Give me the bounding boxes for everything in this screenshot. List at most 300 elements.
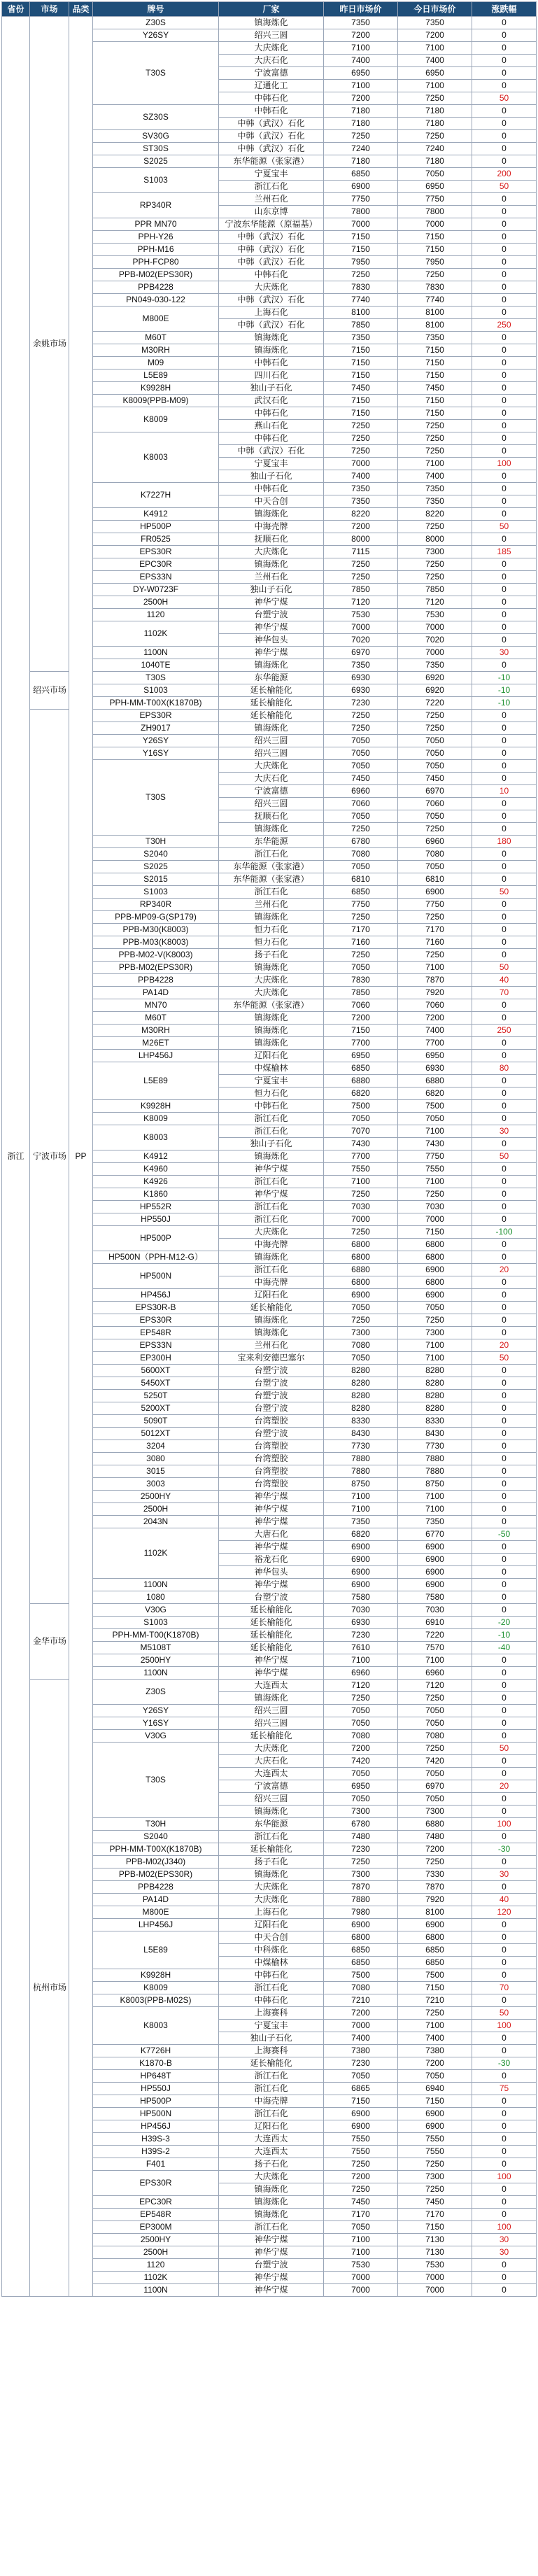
maker-cell: 大连西太 — [219, 1680, 324, 1692]
prev-price-cell: 6820 — [324, 1088, 398, 1100]
change-cell: 0 — [472, 1919, 537, 1931]
grade-cell: K8003 — [93, 1125, 219, 1150]
today-price-cell: 7430 — [398, 1138, 472, 1150]
change-cell: 0 — [472, 357, 537, 369]
category-cell: PP — [69, 17, 93, 2297]
change-cell: 0 — [472, 596, 537, 609]
grade-cell: L5E89 — [93, 1062, 219, 1100]
prev-price-cell: 6900 — [324, 1566, 398, 1579]
market-cell: 金华市场 — [30, 1604, 69, 1680]
maker-cell: 神华宁煤 — [219, 596, 324, 609]
today-price-cell: 6850 — [398, 1957, 472, 1969]
change-cell: 0 — [472, 1931, 537, 1944]
prev-price-cell: 6900 — [324, 1579, 398, 1591]
maker-cell: 东华能源（张家港） — [219, 873, 324, 886]
maker-cell: 延长榆能化 — [219, 1629, 324, 1642]
change-cell: -50 — [472, 1528, 537, 1541]
maker-cell: 延长榆能化 — [219, 1843, 324, 1856]
grade-cell: K8003 — [93, 432, 219, 483]
maker-cell: 中韩（武汉）石化 — [219, 445, 324, 458]
change-cell: 0 — [472, 861, 537, 873]
change-cell: 0 — [472, 1692, 537, 1705]
maker-cell: 中韩石化 — [219, 407, 324, 420]
prev-price-cell: 6850 — [324, 1944, 398, 1957]
today-price-cell: 6880 — [398, 1818, 472, 1831]
maker-cell: 东华能源 — [219, 672, 324, 684]
today-price-cell: 7000 — [398, 621, 472, 634]
maker-cell: 延长榆能化 — [219, 1302, 324, 1314]
prev-price-cell: 7180 — [324, 105, 398, 118]
grade-cell: M26ET — [93, 1037, 219, 1050]
maker-cell: 浙江石化 — [219, 1125, 324, 1138]
grade-cell: HP550J — [93, 2083, 219, 2095]
grade-cell: 2500HY — [93, 1654, 219, 1667]
change-cell: 0 — [472, 584, 537, 596]
grade-cell: M60T — [93, 1012, 219, 1025]
grade-cell: K8009(PPB-M09) — [93, 395, 219, 407]
header-row — [2, 2, 537, 17]
maker-cell: 浙江石化 — [219, 2108, 324, 2120]
prev-price-cell: 7350 — [324, 17, 398, 29]
change-cell: 0 — [472, 2045, 537, 2057]
grade-cell: MN70 — [93, 999, 219, 1012]
prev-price-cell: 6850 — [324, 168, 398, 181]
change-cell: 0 — [472, 495, 537, 508]
prev-price-cell: 7200 — [324, 92, 398, 105]
change-cell: 0 — [472, 1415, 537, 1428]
prev-price-cell: 7610 — [324, 1642, 398, 1654]
header-category: 品类 — [69, 2, 93, 17]
prev-price-cell: 7400 — [324, 2032, 398, 2045]
maker-cell: 中韩石化 — [219, 105, 324, 118]
grade-cell: S1003 — [93, 886, 219, 899]
maker-cell: 延长榆能化 — [219, 684, 324, 697]
grade-cell: EPS30R — [93, 1314, 219, 1327]
prev-price-cell: 7250 — [324, 2183, 398, 2196]
maker-cell: 台塑宁波 — [219, 1365, 324, 1377]
maker-cell: 独山子石化 — [219, 2032, 324, 2045]
change-cell: 0 — [472, 155, 537, 168]
today-price-cell: 7750 — [398, 193, 472, 206]
today-price-cell: 7500 — [398, 1100, 472, 1113]
grade-cell: 1120 — [93, 609, 219, 621]
maker-cell: 浙江石化 — [219, 1201, 324, 1213]
today-price-cell: 6900 — [398, 1554, 472, 1566]
grade-cell: 3015 — [93, 1465, 219, 1478]
prev-price-cell: 7250 — [324, 1856, 398, 1868]
change-cell: 0 — [472, 760, 537, 773]
grade-cell: 5090T — [93, 1415, 219, 1428]
today-price-cell: 7050 — [398, 810, 472, 823]
maker-cell: 中科炼化 — [219, 1944, 324, 1957]
today-price-cell: 7380 — [398, 2045, 472, 2057]
grade-cell: HP456J — [93, 2120, 219, 2133]
grade-cell: T30S — [93, 672, 219, 684]
today-price-cell: 6900 — [398, 1919, 472, 1931]
maker-cell: 宁波富德 — [219, 785, 324, 798]
change-cell: -10 — [472, 672, 537, 684]
prev-price-cell: 6950 — [324, 67, 398, 80]
maker-cell: 浙江石化 — [219, 2221, 324, 2234]
maker-cell: 镇海炼化 — [219, 1314, 324, 1327]
grade-cell: 1080 — [93, 1591, 219, 1604]
prev-price-cell: 7250 — [324, 445, 398, 458]
maker-cell: 神华宁煤 — [219, 2284, 324, 2297]
change-cell: 0 — [472, 193, 537, 206]
maker-cell: 镇海炼化 — [219, 508, 324, 521]
today-price-cell: 6920 — [398, 684, 472, 697]
change-cell: 0 — [472, 899, 537, 911]
today-price-cell: 7530 — [398, 609, 472, 621]
today-price-cell: 7920 — [398, 1894, 472, 1906]
today-price-cell: 6910 — [398, 1617, 472, 1629]
maker-cell: 大连西太 — [219, 2133, 324, 2146]
grade-cell: EP300H — [93, 1352, 219, 1365]
prev-price-cell: 7100 — [324, 1491, 398, 1503]
grade-cell: HP500P — [93, 521, 219, 533]
today-price-cell: 6940 — [398, 2083, 472, 2095]
grade-cell: SV30G — [93, 130, 219, 143]
grade-cell: ST30S — [93, 143, 219, 155]
prev-price-cell: 7870 — [324, 1881, 398, 1894]
change-cell: 0 — [472, 722, 537, 735]
change-cell: 0 — [472, 332, 537, 344]
grade-cell: EPS30R — [93, 546, 219, 558]
prev-price-cell: 7250 — [324, 1314, 398, 1327]
maker-cell: 绍兴三圆 — [219, 1793, 324, 1806]
grade-cell: 1100N — [93, 1579, 219, 1591]
today-price-cell: 7200 — [398, 29, 472, 42]
maker-cell: 延长榆能化 — [219, 1604, 324, 1617]
maker-cell: 宁波富德 — [219, 1780, 324, 1793]
today-price-cell: 7550 — [398, 2133, 472, 2146]
grade-cell: 2500HY — [93, 1491, 219, 1503]
change-cell: 0 — [472, 2158, 537, 2171]
today-price-cell: 7150 — [398, 1982, 472, 1994]
today-price-cell: 7100 — [398, 2020, 472, 2032]
today-price-cell: 7400 — [398, 55, 472, 67]
maker-cell: 台湾塑胶 — [219, 1415, 324, 1428]
prev-price-cell: 6850 — [324, 1957, 398, 1969]
grade-cell: T30H — [93, 836, 219, 848]
change-cell: 0 — [472, 42, 537, 55]
change-cell: 0 — [472, 1667, 537, 1680]
grade-cell: H39S-2 — [93, 2146, 219, 2158]
today-price-cell: 7400 — [398, 470, 472, 483]
maker-cell: 神华宁煤 — [219, 1491, 324, 1503]
change-cell: 0 — [472, 1075, 537, 1088]
change-cell: 50 — [472, 1743, 537, 1755]
change-cell: -30 — [472, 2057, 537, 2070]
maker-cell: 燕山石化 — [219, 420, 324, 432]
today-price-cell: 7250 — [398, 92, 472, 105]
prev-price-cell: 7450 — [324, 773, 398, 785]
change-cell: 0 — [472, 1302, 537, 1314]
today-price-cell: 6900 — [398, 1579, 472, 1591]
today-price-cell: 7450 — [398, 773, 472, 785]
today-price-cell: 7100 — [398, 1491, 472, 1503]
change-cell: 0 — [472, 949, 537, 962]
change-cell: -10 — [472, 1629, 537, 1642]
maker-cell: 浙江石化 — [219, 886, 324, 899]
today-price-cell: 7150 — [398, 231, 472, 244]
today-price-cell: 7160 — [398, 936, 472, 949]
grade-cell: M800E — [93, 1906, 219, 1919]
prev-price-cell: 7850 — [324, 987, 398, 999]
today-price-cell: 7880 — [398, 1453, 472, 1465]
today-price-cell: 7300 — [398, 546, 472, 558]
grade-cell: PPH-MM-T00X(K1870B) — [93, 697, 219, 710]
grade-cell: 5012XT — [93, 1428, 219, 1440]
today-price-cell: 7750 — [398, 899, 472, 911]
today-price-cell: 6960 — [398, 836, 472, 848]
prev-price-cell: 7350 — [324, 659, 398, 672]
grade-cell: PPB-M02(J340) — [93, 1856, 219, 1868]
change-cell: 0 — [472, 1680, 537, 1692]
today-price-cell: 6960 — [398, 1667, 472, 1680]
prev-price-cell: 7980 — [324, 1906, 398, 1919]
maker-cell: 延长榆能化 — [219, 710, 324, 722]
prev-price-cell: 7750 — [324, 193, 398, 206]
grade-cell: 1102K — [93, 1528, 219, 1579]
maker-cell: 恒力石化 — [219, 924, 324, 936]
maker-cell: 大庆炼化 — [219, 1743, 324, 1755]
prev-price-cell: 7080 — [324, 1982, 398, 1994]
grade-cell: H39S-3 — [93, 2133, 219, 2146]
today-price-cell: 7220 — [398, 1629, 472, 1642]
grade-cell: M30RH — [93, 1025, 219, 1037]
prev-price-cell: 7180 — [324, 155, 398, 168]
prev-price-cell: 7250 — [324, 1692, 398, 1705]
maker-cell: 东华能源（张家港） — [219, 999, 324, 1012]
grade-cell: PPB-M02(EPS30R) — [93, 1868, 219, 1881]
change-cell: 0 — [472, 533, 537, 546]
today-price-cell: 7200 — [398, 2057, 472, 2070]
today-price-cell: 7400 — [398, 1025, 472, 1037]
change-cell: 0 — [472, 1994, 537, 2007]
today-price-cell: 8750 — [398, 1478, 472, 1491]
maker-cell: 大庆炼化 — [219, 42, 324, 55]
maker-cell: 延长榆能化 — [219, 1617, 324, 1629]
grade-cell: PPB-M30(K8003) — [93, 924, 219, 936]
change-cell: 50 — [472, 2007, 537, 2020]
prev-price-cell: 7480 — [324, 1831, 398, 1843]
grade-cell: K8003(PPB-M02S) — [93, 1994, 219, 2007]
prev-price-cell: 7250 — [324, 949, 398, 962]
today-price-cell: 7250 — [398, 911, 472, 924]
grade-cell: K4912 — [93, 508, 219, 521]
maker-cell: 台塑宁波 — [219, 1402, 324, 1415]
prev-price-cell: 7880 — [324, 1453, 398, 1465]
maker-cell: 抚顺石化 — [219, 533, 324, 546]
prev-price-cell: 7300 — [324, 1327, 398, 1339]
maker-cell: 中韩（武汉）石化 — [219, 118, 324, 130]
change-cell: 0 — [472, 1012, 537, 1025]
grade-cell: K4926 — [93, 1176, 219, 1188]
maker-cell: 大庆石化 — [219, 1755, 324, 1768]
grade-cell: PN049-030-122 — [93, 294, 219, 307]
maker-cell: 镇海炼化 — [219, 1868, 324, 1881]
maker-cell: 镇海炼化 — [219, 344, 324, 357]
grade-cell: HP552R — [93, 1201, 219, 1213]
prev-price-cell: 7350 — [324, 1516, 398, 1528]
change-cell: 0 — [472, 55, 537, 67]
grade-cell: T30H — [93, 1818, 219, 1831]
today-price-cell: 6970 — [398, 785, 472, 798]
change-cell: 0 — [472, 2120, 537, 2133]
market-cell: 宁波市场 — [30, 710, 69, 1604]
change-cell: 0 — [472, 1806, 537, 1818]
market-cell: 余姚市场 — [30, 17, 69, 672]
change-cell: 0 — [472, 2146, 537, 2158]
today-price-cell: 7000 — [398, 2272, 472, 2284]
today-price-cell: 6900 — [398, 1566, 472, 1579]
grade-cell: 1100N — [93, 1667, 219, 1680]
maker-cell: 镇海炼化 — [219, 1692, 324, 1705]
maker-cell: 绍兴三圆 — [219, 747, 324, 760]
change-cell: 0 — [472, 1113, 537, 1125]
change-cell: 50 — [472, 886, 537, 899]
prev-price-cell: 7850 — [324, 584, 398, 596]
change-cell: 0 — [472, 420, 537, 432]
change-cell: 0 — [472, 1705, 537, 1717]
prev-price-cell: 8280 — [324, 1402, 398, 1415]
grade-cell: Y16SY — [93, 1717, 219, 1730]
maker-cell: 浙江石化 — [219, 2070, 324, 2083]
grade-cell: T30S — [93, 42, 219, 105]
maker-cell: 镇海炼化 — [219, 2209, 324, 2221]
maker-cell: 镇海炼化 — [219, 1150, 324, 1163]
prev-price-cell: 7080 — [324, 1730, 398, 1743]
prev-price-cell: 6900 — [324, 1541, 398, 1554]
maker-cell: 中煤榆林 — [219, 1062, 324, 1075]
grade-cell: K8009 — [93, 1113, 219, 1125]
maker-cell: 中韩（武汉）石化 — [219, 294, 324, 307]
grade-cell: V30G — [93, 1730, 219, 1743]
prev-price-cell: 7200 — [324, 2007, 398, 2020]
today-price-cell: 7050 — [398, 861, 472, 873]
maker-cell: 中天合创 — [219, 495, 324, 508]
prev-price-cell: 7150 — [324, 231, 398, 244]
today-price-cell: 7150 — [398, 1226, 472, 1239]
today-price-cell: 8100 — [398, 307, 472, 319]
prev-price-cell: 7200 — [324, 1012, 398, 1025]
maker-cell: 神华宁煤 — [219, 2234, 324, 2246]
change-cell: 50 — [472, 1352, 537, 1365]
today-price-cell: 7180 — [398, 105, 472, 118]
market-cell: 绍兴市场 — [30, 672, 69, 710]
prev-price-cell: 7250 — [324, 269, 398, 281]
maker-cell: 镇海炼化 — [219, 332, 324, 344]
change-cell: 0 — [472, 1377, 537, 1390]
grade-cell: EPS33N — [93, 1339, 219, 1352]
change-cell: 0 — [472, 143, 537, 155]
grade-cell: LHP456J — [93, 1050, 219, 1062]
prev-price-cell: 6780 — [324, 836, 398, 848]
change-cell: 0 — [472, 2259, 537, 2272]
maker-cell: 武汉石化 — [219, 395, 324, 407]
maker-cell: 镇海炼化 — [219, 558, 324, 571]
grade-cell: M30RH — [93, 344, 219, 357]
maker-cell: 宁波东华能源（原福基） — [219, 218, 324, 231]
change-cell: 0 — [472, 1088, 537, 1100]
today-price-cell: 7700 — [398, 1037, 472, 1050]
change-cell: 0 — [472, 936, 537, 949]
prev-price-cell: 7200 — [324, 29, 398, 42]
maker-cell: 镇海炼化 — [219, 1025, 324, 1037]
maker-cell: 神华宁煤 — [219, 647, 324, 659]
price-table — [1, 1, 537, 2297]
grade-cell: K9928H — [93, 1100, 219, 1113]
change-cell: 0 — [472, 244, 537, 256]
today-price-cell: 8100 — [398, 1906, 472, 1919]
prev-price-cell: 6930 — [324, 672, 398, 684]
today-price-cell: 7550 — [398, 1163, 472, 1176]
today-price-cell: 7000 — [398, 647, 472, 659]
today-price-cell: 7150 — [398, 2221, 472, 2234]
change-cell: 0 — [472, 1516, 537, 1528]
maker-cell: 绍兴三圆 — [219, 1717, 324, 1730]
today-price-cell: 7250 — [398, 571, 472, 584]
prev-price-cell: 7000 — [324, 2020, 398, 2032]
today-price-cell: 7350 — [398, 659, 472, 672]
maker-cell: 台塑宁波 — [219, 1591, 324, 1604]
change-cell: 0 — [472, 999, 537, 1012]
header-grade: 牌号 — [93, 2, 219, 17]
prev-price-cell: 8280 — [324, 1365, 398, 1377]
prev-price-cell: 7050 — [324, 861, 398, 873]
prev-price-cell: 7850 — [324, 319, 398, 332]
maker-cell: 东华能源（张家港） — [219, 155, 324, 168]
today-price-cell: 8280 — [398, 1365, 472, 1377]
grade-cell: RP340R — [93, 193, 219, 218]
today-price-cell: 6900 — [398, 1541, 472, 1554]
today-price-cell: 7050 — [398, 168, 472, 181]
change-cell: 100 — [472, 458, 537, 470]
grade-cell: T30S — [93, 760, 219, 836]
maker-cell: 绍兴三圆 — [219, 29, 324, 42]
today-price-cell: 7050 — [398, 1113, 472, 1125]
today-price-cell: 6810 — [398, 873, 472, 886]
today-price-cell: 7250 — [398, 722, 472, 735]
maker-cell: 神华宁煤 — [219, 1503, 324, 1516]
today-price-cell: 7240 — [398, 143, 472, 155]
today-price-cell: 7880 — [398, 1465, 472, 1478]
today-price-cell: 6900 — [398, 886, 472, 899]
today-price-cell: 7100 — [398, 1339, 472, 1352]
prev-price-cell: 6900 — [324, 1289, 398, 1302]
today-price-cell: 7250 — [398, 2158, 472, 2171]
maker-cell: 中韩（武汉）石化 — [219, 244, 324, 256]
prev-price-cell: 7170 — [324, 924, 398, 936]
change-cell: 100 — [472, 2171, 537, 2183]
change-cell: 0 — [472, 2196, 537, 2209]
today-price-cell: 7130 — [398, 2246, 472, 2259]
grade-cell: S2025 — [93, 155, 219, 168]
maker-cell: 兰州石化 — [219, 571, 324, 584]
today-price-cell: 7080 — [398, 848, 472, 861]
change-cell: 0 — [472, 369, 537, 382]
grade-cell: 1040TE — [93, 659, 219, 672]
change-cell: 0 — [472, 1440, 537, 1453]
prev-price-cell: 7300 — [324, 1868, 398, 1881]
maker-cell: 神华宁煤 — [219, 1654, 324, 1667]
grade-cell: EPS33N — [93, 571, 219, 584]
prev-price-cell: 6820 — [324, 1528, 398, 1541]
prev-price-cell: 7150 — [324, 369, 398, 382]
change-cell: 0 — [472, 1188, 537, 1201]
change-cell: 0 — [472, 2272, 537, 2284]
